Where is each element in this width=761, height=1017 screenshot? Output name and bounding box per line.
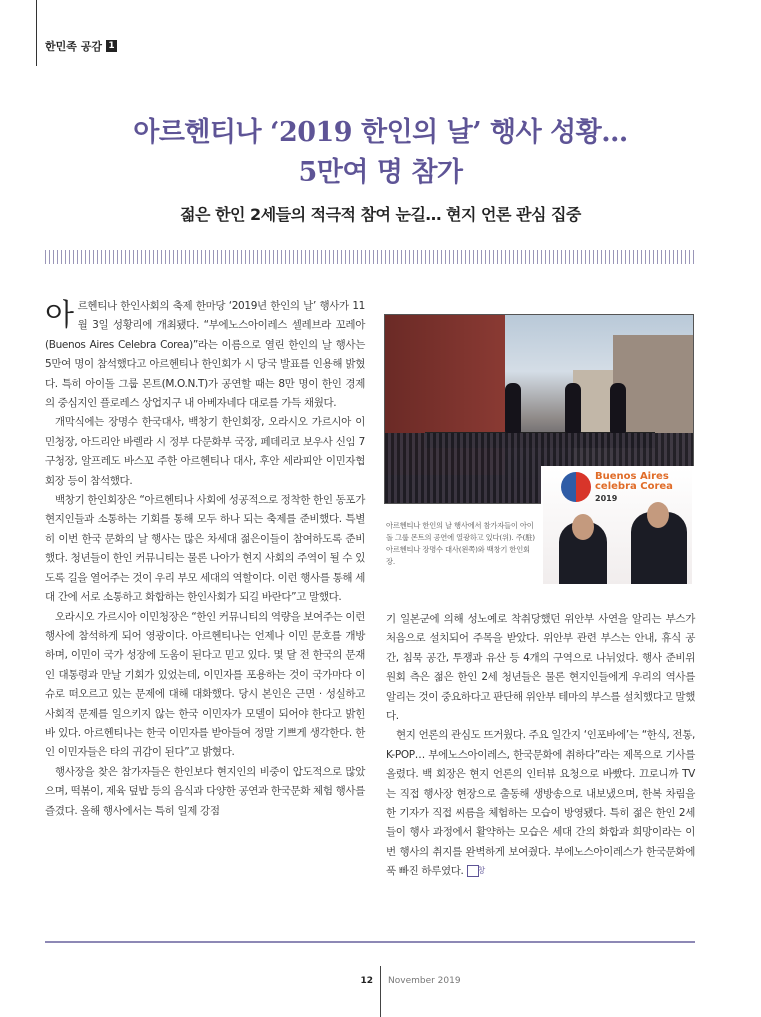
drop-cap: 아 (45, 298, 74, 333)
top-margin-line (36, 0, 37, 66)
paragraph-1 (45, 297, 365, 413)
event-logo-text: Buenos Aires celebra Corea (595, 471, 673, 492)
article-title-line2: 5만여 명 참가 (298, 157, 463, 188)
left-column (45, 297, 365, 821)
taegeuk-logo-icon (561, 472, 591, 502)
decorative-rule (45, 250, 695, 264)
section-number-badge: 1 (106, 40, 117, 52)
paragraph-6: 기 일본군에 의해 성노예로 착취당했던 위안부 사연을 알리는 부스가 처음으로 설치되어 주목을 받았다. 위안부 관련 부스는 안내, 휴식 공간, 침묵 공간, 투쟁과 유산 등 4개의 구역으로 나뉘었다. 행사 준비위원회 측은 젊은 한인 2세 청년들은 물론 현지인들에게 우리의 역사를 알리는 것이 중요하다고 판단해 위안부 테마의 부스를 설치했다고 말했다. (386, 613, 695, 723)
bottom-rule (45, 941, 695, 943)
event-logo-year: 2019 (595, 494, 618, 503)
section-label-text: 한민족 공감 (45, 40, 102, 53)
paragraph-7 (386, 726, 695, 881)
paragraph-7-text: 현지 언론의 관심도 뜨거웠다. 주요 일간지 ‘인포바에’는 “한식, 전통, K-POP… 부에노스아이레스, 한국문화에 취하다”라는 제목으로 기사를 올렸다. 백 회장은 현지 언론의 인터뷰 요청으로 바빴다. 끄로니까 TV는 직접 행사장 현장으로 출동해 생방송으로 내보냈으며, 한복 차림을 한 기자가 직접 씨름을 체험하는 모습이 방영됐다. 특히 젊은 한인 2세들이 행사 과정에서 활약하는 모습은 세대 간의 화합과 희망이라는 이번 행사의 취지를 완벽하게 보여줬다. 부에노스아이레스가 한국문화에 푹 빠진 하루였다. (386, 729, 695, 878)
officials-photo (541, 466, 694, 586)
president-head (647, 502, 669, 528)
paragraph-3: 백창기 한인회장은 “아르헨티나 사회에 성공적으로 정착한 한인 동포가 현지인들과 소통하는 기회를 통해 모두 하나 되는 축제를 준비했다. 특별히 이번 한국 문화의 날 행사는 많은 차세대 젊은이들이 참여하도록 준비했다. 청년들이 한인 커뮤니티는 물론 나아가 현지 사회의 주역이 될 수 있도록 길을 열어주는 것이 우리 부모 세대의 역할이다. 이런 행사를 통해 세대 간에 서로 소통하고 화합하는 한인사회가 되길 바란다”고 말했다. (45, 494, 365, 604)
footer-separator (380, 966, 381, 1017)
paragraph-5: 행사장을 찾은 참가자들은 한인보다 현지인의 비중이 압도적으로 많았으며, 떡볶이, 제육 덮밥 등의 음식과 다양한 공연과 한국문화 체험 행사를 즐겼다. 올해 행사에서는 특히 일제 강점 (45, 765, 365, 817)
article-title-line1: 아르헨티나 ‘2019 한인의 날’ 행사 성황… (133, 117, 628, 148)
right-column (386, 610, 695, 882)
end-mark-icon: 창 (467, 865, 479, 877)
article-subtitle: 젊은 한인 2세들의 적극적 참여 눈길… 현지 언론 관심 집중 (180, 205, 581, 224)
issue-date: November 2019 (388, 976, 461, 986)
paragraph-1-text: 르헨티나 한인사회의 축제 한마당 ‘2019년 한인의 날’ 행사가 11월 3일 성황리에 개최됐다. “부에노스아이레스 셀레브라 꼬레아(Buenos Aires Celebra Corea)”라는 이름으로 열린 한인의 날 행사는 5만여 명이 참석했다고 아르헨티나 한인회가 시 당국 발표를 인용해 밝혔다. 특히 아이돌 그룹 몬트(M.O.N.T)가 공연할 때는 8만 명이 한인 경제의 중심지인 플로레스 상업지구 내 아베자네다 대로를 가득 채웠다. (45, 300, 365, 410)
performer-figure (610, 383, 626, 433)
performer-figure (505, 383, 521, 433)
photo-caption: 아르헨티나 한인의 날 행사에서 참가자들이 아이돌 그룹 몬트의 공연에 열광하고 있다(위). 주(駐) 아르헨티나 장명수 대사(왼쪽)와 백창기 한인회장. (386, 521, 535, 566)
performer-figure (565, 383, 581, 433)
paragraph-2: 개막식에는 장명수 한국대사, 백창기 한인회장, 오라시오 가르시아 이민청장, 아드리안 바렐라 시 정부 다문화부 국장, 페데리코 보우사 신임 7구청장, 알프레도 바스꼬 주한 아르헨티나 대사, 후안 세라피안 이민자협회장 등이 참석했다. (45, 416, 365, 487)
ambassador-head (572, 514, 594, 540)
page-number: 12 (360, 976, 373, 986)
section-label (45, 38, 117, 54)
paragraph-4: 오라시오 가르시아 이민청장은 “한인 커뮤니티의 역량을 보여주는 이런 행사에 참석하게 되어 영광이다. 아르헨티나는 언제나 이민 문호를 개방하며, 이민이 국가 성장에 도움이 된다고 믿고 있다. 몇 달 전 한국의 문재인 대통령과 만날 기회가 있었는데, 이민자를 포용하는 것이 국가마다 이슈로 떠오르고 있는 문제에 대해 대화했다. 당시 본인은 근면 · 성실하고 사회적 문제를 일으키지 않는 한국 이민자가 모델이 되어야 한다고 밝힌 바 있다. 아르헨티나는 한국 이민자를 받아들여 정말 기쁘게 생각한다. 한인 이민자들은 타의 귀감이 된다”고 밝혔다. (45, 610, 365, 759)
